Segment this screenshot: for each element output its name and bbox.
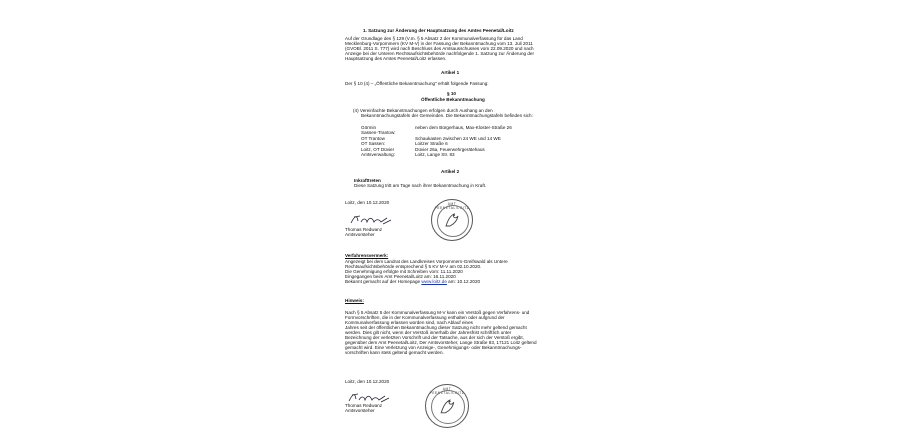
paragraph-title: Öffentliche Bekanntmachung bbox=[421, 97, 485, 102]
official-seal-1 bbox=[431, 199, 473, 241]
document-heading: 1. Satzung zur Änderung der Hauptsatzung des Amtes Peenetal/Loitz bbox=[363, 28, 514, 33]
verfahren-line-2: Rechtsaufsichtsbehörde entsprechend § 5 KV M-V am 02.10.2020. bbox=[345, 264, 482, 269]
hinweis-line-3: Kommunalverfassung erlassen worden sind, nach Ablauf eines bbox=[345, 320, 473, 325]
signature-1-image bbox=[349, 213, 393, 227]
homepage-text: Bekannt gemacht auf der Homepage bbox=[345, 279, 422, 284]
place-name: Loitz, OT Düvier bbox=[361, 147, 395, 152]
article-1-line: Der § 10 (4) – „Öffentliche Bekanntmachung" erhält folgende Fassung: bbox=[345, 81, 489, 86]
hinweis-line-2: Formvorschriften, die in der Kommunalverfassung enthalten oder aufgrund der bbox=[345, 315, 505, 320]
hinweis-line-7: gegenüber dem Amt Peenetal/Loitz, Der Amtsvorsteher, Lange Straße 83, 17121 Loitz geltend bbox=[345, 340, 537, 345]
place-name: OT Trantow bbox=[361, 136, 385, 141]
intro-line-5: Hauptsatzung des Amtes Peenetal/Loitz erlassen. bbox=[345, 56, 447, 61]
seal-text: AMT PEENETAL/LOITZ bbox=[429, 387, 465, 395]
intro-line-2: Mecklenburg-Vorpommern (KV M-V) in der Fassung der Bekanntmachung vom 13. Juli 2011 bbox=[345, 41, 533, 46]
hinweis-line-8: gemacht wird. Eine Verletzung von Anzeige-, Genehmigungs- oder Bekanntmachungs- bbox=[345, 345, 522, 350]
seal-text: AMT PEENETAL/LOITZ bbox=[434, 202, 470, 210]
article-2-text: Diese Satzung tritt am Tage nach ihrer Bekanntmachung in Kraft. bbox=[354, 183, 487, 188]
hinweis-title: Hinweis: bbox=[345, 298, 364, 303]
hinweis-line-6: Bezeichnung der verletzten Vorschrift und der Tatsache, aus der sich der Verstoß ergibt, bbox=[345, 335, 524, 340]
intro-line-1: Auf der Grundlage des § 129 (V.m. § 5 Absatz 2 der Kommunalverfassung für das Land bbox=[345, 36, 523, 41]
place-location: neben dem Bürgerhaus, Max-Kloster-Straße 26 bbox=[415, 125, 512, 130]
signature-1-name: Thomas Redwanz bbox=[345, 227, 383, 232]
place-location: Loitzer Straße 6 bbox=[415, 141, 448, 146]
verfahren-line-1: Angezeigt bei dem Landrat des Landkreises Vorpommern-Greifswald als Untere bbox=[345, 259, 508, 264]
hinweis-line-5: werden. Dies gilt nicht, wenn der Verstoß innerhalb der Jahresfrist schriftlich unter bbox=[345, 330, 512, 335]
griffin-emblem-icon bbox=[437, 396, 458, 417]
verfahren-line-5 bbox=[345, 279, 480, 285]
hinweis-line-4: Jahres seit der öffentlichen Bekanntmachung dieser Satzung nicht mehr geltend gemacht bbox=[345, 325, 527, 330]
place-name: Amtsverwaltung: bbox=[361, 152, 395, 157]
homepage-date: am: 10.12.2020 bbox=[446, 279, 481, 284]
article-2-title: Artikel 2 bbox=[441, 169, 460, 174]
place-location: Schaukasten zwischen 24 WE und 14 WE bbox=[415, 136, 501, 141]
signature-1-place-date: Loitz, den 10.12.2020 bbox=[345, 200, 390, 205]
verfahren-line-3: Die Genehmigung erfolgte mit Schreiben vom: 11.11.2020 bbox=[345, 269, 463, 274]
place-name: Görmin bbox=[361, 125, 377, 130]
article-1-title: Artikel 1 bbox=[441, 70, 460, 75]
verfahren-line-4: Eingegangen beim Amt Peenetal/Loitz am: 16.11.2020 bbox=[345, 274, 456, 279]
document-page bbox=[345, 22, 555, 436]
paragraph-text-1: (4) Vereinfachte Bekanntmachungen erfolgen durch Aushang an den bbox=[353, 108, 493, 113]
place-name: OT Sassen: bbox=[361, 141, 386, 146]
signature-1-role: Amtsvorsteher bbox=[345, 232, 375, 237]
intro-line-3: (GVOBl. 2011 S. 777) wird nach Beschluss des Amtsausschusses vom 22.09.2020 und nach bbox=[345, 46, 534, 51]
official-seal-2 bbox=[425, 384, 469, 428]
paragraph-text-2: Bekanntmachungstafeln der Gemeinden. Die Bekanntmachungstafeln befinden sich: bbox=[361, 113, 533, 118]
paragraph-number: § 10 bbox=[447, 91, 456, 96]
place-location: Düvier 26a, Feuerwehrgerätehaus bbox=[415, 147, 485, 152]
hinweis-line-1: Nach § 5 Absatz 5 der Kommunalverfassung M-V kann ein Verstoß gegen Verfahrens- und bbox=[345, 310, 530, 315]
verfahrensvermerk-title: Verfahrensvermerk: bbox=[345, 253, 389, 258]
place-location: Loitz, Lange Str. 83 bbox=[415, 152, 455, 157]
griffin-emblem-icon bbox=[442, 210, 462, 230]
article-2-subtitle: Inkrafttreten bbox=[354, 178, 381, 183]
intro-line-4: Anzeige bei der Unteren Rechtsaufsichtsbehörde nachfolgende 1. Satzung zur Änderung der bbox=[345, 51, 534, 56]
signature-2-role: Amtsvorsteher bbox=[345, 408, 375, 413]
homepage-link[interactable]: www.loitz.de bbox=[421, 279, 447, 284]
place-name: Sassen-Trantow: bbox=[361, 130, 396, 135]
signature-2-place-date: Loitz, den 10.12.2020 bbox=[345, 379, 390, 384]
hinweis-line-9: vorschriften kann stets geltend gemacht werden. bbox=[345, 350, 444, 355]
signature-2-name: Thomas Redwanz bbox=[345, 403, 383, 408]
